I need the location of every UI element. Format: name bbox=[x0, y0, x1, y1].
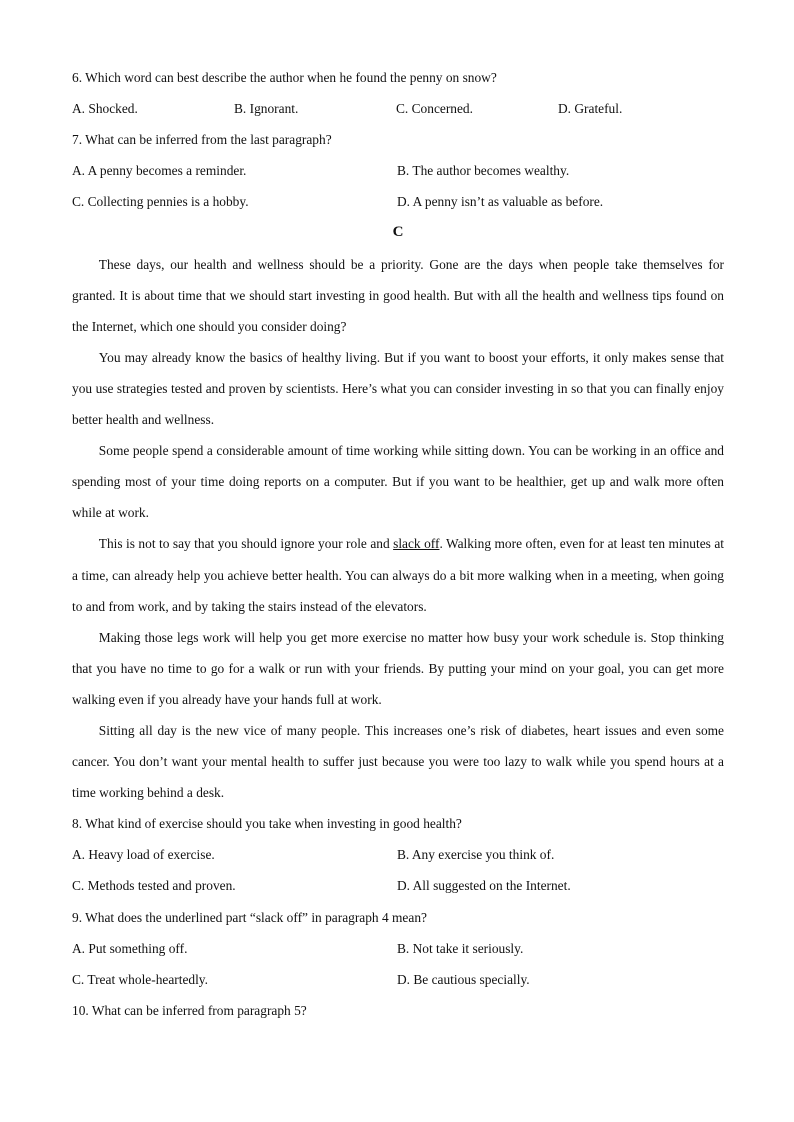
paragraph-4-text-after: . Walking more often, even for at least ten minutes at a time, can already help you achieve better health. You can always do a bit more walking when in a meeting, when going to and from work, and by taking the stairs instead of the elevators. bbox=[72, 536, 724, 614]
question-7-options-row-1 bbox=[72, 155, 724, 186]
question-8-options-row-1 bbox=[72, 839, 724, 870]
option-a: A. Shocked. bbox=[72, 101, 138, 117]
option-c: C. Concerned. bbox=[396, 101, 473, 117]
question-7-options-row-2 bbox=[72, 186, 724, 217]
option-a: A. Heavy load of exercise. bbox=[72, 847, 215, 863]
option-a: A. A penny becomes a reminder. bbox=[72, 163, 247, 179]
question-8: 8. What kind of exercise should you take when investing in good health? bbox=[72, 816, 462, 832]
question-6: 6. Which word can best describe the author when he found the penny on snow? bbox=[72, 70, 497, 85]
option-d: D. Be cautious specially. bbox=[397, 971, 530, 987]
passage-paragraph-2: You may already know the basics of healthy living. But if you want to boost your efforts, it only makes sense that you use strategies tested and proven by scientists. Here’s what you can consider investing in so that you can finally enjoy better health and wellness. bbox=[72, 349, 724, 428]
option-d: D. All suggested on the Internet. bbox=[397, 878, 571, 894]
option-b: B. Ignorant. bbox=[234, 101, 299, 117]
section-title: C bbox=[392, 224, 404, 241]
passage-paragraph-3: Some people spend a considerable amount of time working while sitting down. You can be working in an office and spending most of your time doing reports on a computer. But if you want to be healthier, get up and walk more often while at work. bbox=[72, 443, 724, 521]
option-d: D. A penny isn’t as valuable as before. bbox=[397, 194, 604, 210]
option-d: D. Grateful. bbox=[558, 101, 623, 117]
option-c: C. Collecting pennies is a hobby. bbox=[72, 194, 249, 210]
question-6-options bbox=[72, 93, 724, 124]
passage-paragraph-1: These days, our health and wellness should be a priority. Gone are the days when people take themselves for granted. It is about time that we should start investing in good health. But with all the health and wellness tips found on the Internet, which one should you consider doing? bbox=[72, 256, 724, 334]
exam-page bbox=[72, 62, 724, 1026]
question-9-options-row-2 bbox=[72, 964, 724, 995]
option-b: B. Any exercise you think of. bbox=[397, 847, 555, 863]
option-c: C. Treat whole-heartedly. bbox=[72, 971, 208, 987]
question-9-options-row-1 bbox=[72, 933, 724, 964]
question-7: 7. What can be inferred from the last paragraph? bbox=[72, 132, 332, 148]
question-9: 9. What does the underlined part “slack off” in paragraph 4 mean? bbox=[72, 909, 427, 925]
passage-paragraph-6: Sitting all day is the new vice of many people. This increases one’s risk of diabetes, heart issues and even some cancer. You don’t want your mental health to suffer just because you were too lazy to walk while you spend hours at a time working behind a desk. bbox=[72, 722, 724, 801]
passage-paragraph-4 bbox=[72, 528, 724, 621]
option-b: B. The author becomes wealthy. bbox=[397, 163, 570, 179]
paragraph-4-text-before: This is not to say that you should ignore your role and bbox=[98, 536, 394, 552]
option-a: A. Put something off. bbox=[72, 940, 188, 956]
passage-paragraph-5: Making those legs work will help you get more exercise no matter how busy your work schedule is. Stop thinking that you have no time to go for a walk or run with your friends. By putting your mind on your goal, you can get more walking even if you already have your hands full at work. bbox=[72, 629, 724, 707]
underlined-phrase: slack off bbox=[393, 536, 440, 552]
question-8-options-row-2 bbox=[72, 870, 724, 901]
question-10: 10. What can be inferred from paragraph 5? bbox=[72, 1002, 307, 1018]
option-b: B. Not take it seriously. bbox=[397, 940, 524, 956]
option-c: C. Methods tested and proven. bbox=[72, 878, 236, 894]
